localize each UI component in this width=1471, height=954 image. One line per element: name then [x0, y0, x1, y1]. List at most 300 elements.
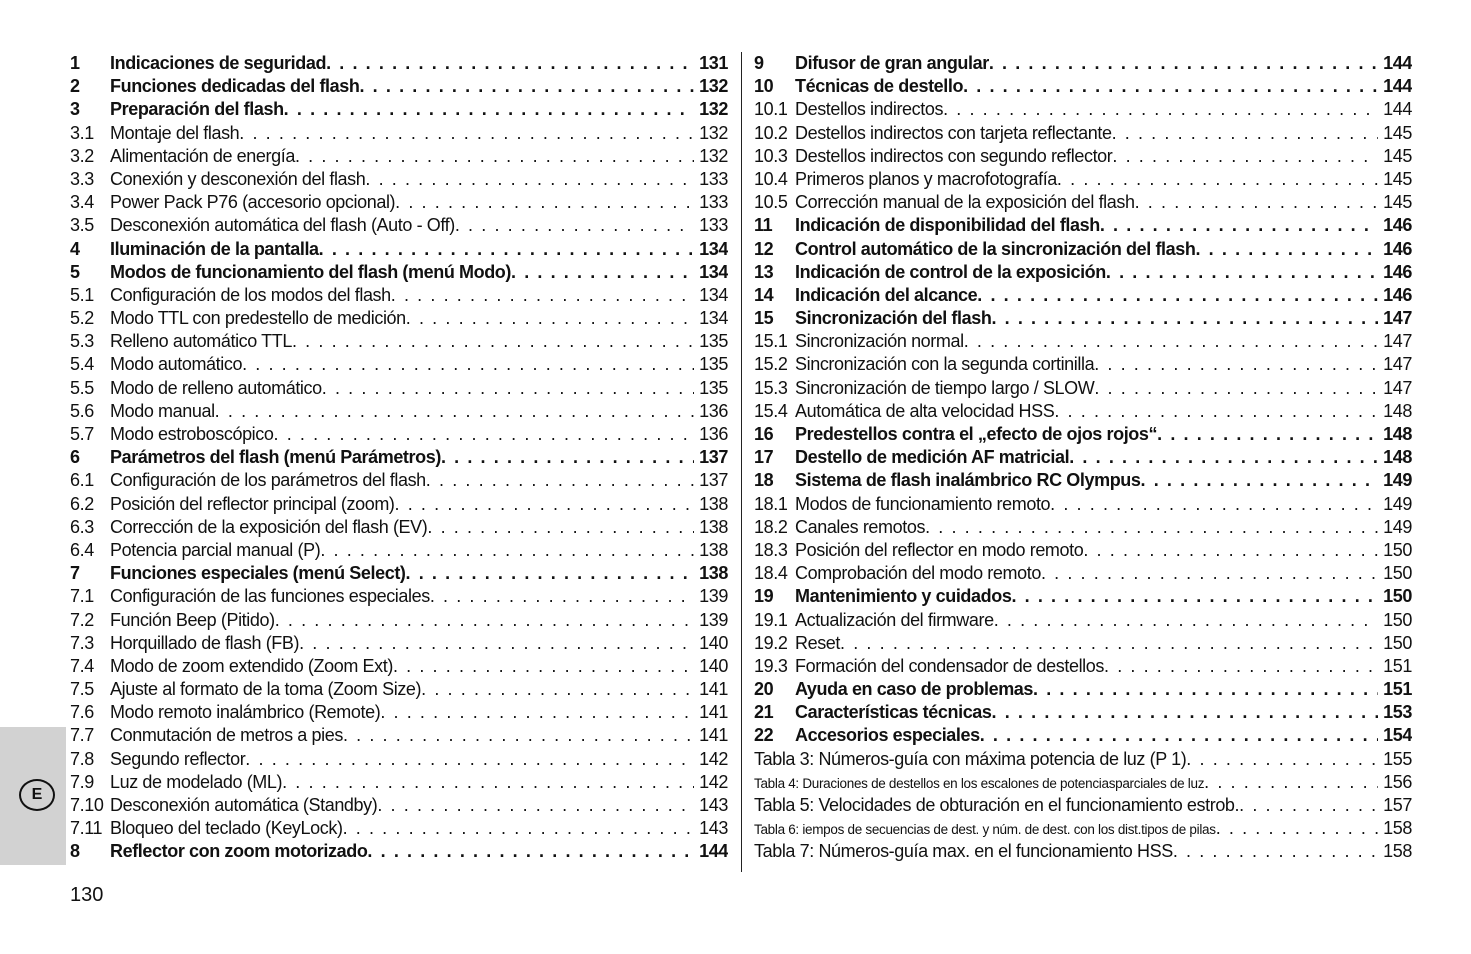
leader-dots: [380, 701, 694, 724]
toc-entry-page: 157: [1383, 795, 1412, 815]
toc-entry: [754, 353, 1412, 376]
toc-entry: [754, 539, 1412, 562]
toc-entry-title: Tabla 6: iempos de secuencias de dest. y núm. de dest. con los dist.tipos de pilas: [754, 822, 1216, 838]
toc-entry-title: Sistema de flash inalámbrico RC Olympus: [795, 470, 1141, 491]
leader-dots: [1054, 400, 1378, 423]
toc-entry: [754, 191, 1412, 214]
toc-entry-number: 7.5: [70, 679, 94, 700]
leader-dots: [421, 678, 694, 701]
toc-entry-title: Destellos indirectos con tarjeta reflectante: [795, 122, 1112, 143]
toc-entry: [754, 377, 1412, 400]
toc-entry-title: Predestellos contra el „efecto de ojos rojos“: [795, 424, 1158, 444]
toc-entry-page: 146: [1383, 284, 1412, 305]
toc-entry-title: Corrección de la exposición del flash (EV): [110, 516, 428, 537]
leader-dots: [1057, 168, 1378, 191]
column-divider: [741, 52, 742, 872]
toc-entry-page: 147: [1383, 354, 1412, 375]
toc-entry-page: 132: [699, 122, 728, 143]
toc-entry-title: Modo TTL con predestello de medición: [110, 308, 406, 329]
toc-entry: [754, 330, 1412, 353]
toc-entry-number: 7.10: [70, 795, 104, 815]
toc-entry-number: 7.1: [70, 586, 94, 607]
toc-entry: [754, 794, 1412, 817]
toc-entry-number: 22: [754, 725, 774, 746]
toc-entry-title: Características técnicas: [795, 702, 992, 723]
toc-entry-title: Relleno automático TTL: [110, 331, 292, 352]
toc-entry-title: Sincronización de tiempo largo / SLOW: [795, 377, 1095, 398]
toc-entry-page: 145: [1383, 122, 1412, 143]
toc-entry: [754, 724, 1412, 747]
toc-entry: [754, 168, 1412, 191]
toc-entry: [70, 98, 728, 121]
toc-entry: [754, 122, 1412, 145]
toc-entry: [754, 516, 1412, 539]
toc-entry-title: Potencia parcial manual (P): [110, 539, 321, 560]
toc-entry-page: 148: [1383, 447, 1412, 468]
toc-entry-page: 151: [1383, 655, 1412, 676]
toc-entry-page: 155: [1383, 748, 1412, 769]
leader-dots: [980, 724, 1378, 747]
toc-entry: [70, 75, 728, 98]
leader-dots: [406, 307, 694, 330]
toc-entry-number: 7.4: [70, 655, 94, 676]
leader-dots: [1106, 261, 1378, 284]
toc-entry-title: Bloqueo del teclado (KeyLock): [110, 818, 343, 839]
toc-entry-title: Modos de funcionamiento del flash (menú Modo): [110, 261, 511, 282]
toc-entry: [754, 400, 1412, 423]
toc-entry-title: Actualización del firmware: [795, 609, 994, 630]
toc-entry-page: 131: [699, 53, 728, 73]
toc-entry-title: Modo de zoom extendido (Zoom Ext): [110, 655, 393, 676]
toc-entry-title: Posición del reflector principal (zoom): [110, 493, 395, 514]
leader-dots: [994, 609, 1378, 632]
toc-entry-page: 135: [699, 331, 728, 352]
toc-entry-number: 15: [754, 308, 774, 329]
toc-entry-title: Ajuste al formato de la toma (Zoom Size): [110, 679, 422, 700]
toc-entry-title: Segundo reflector: [110, 748, 246, 769]
toc-entry-page: 154: [1383, 725, 1412, 746]
toc-entry: [754, 678, 1412, 701]
toc-entry: [70, 238, 728, 261]
toc-entry-number: 18.2: [754, 516, 788, 537]
toc-entry-title: Desconexión automática del flash (Auto - Off): [110, 215, 455, 236]
toc-entry: [70, 284, 728, 307]
toc-entry-title: Sincronización normal: [795, 331, 964, 352]
toc-entry-number: 7.9: [70, 771, 94, 792]
toc-entry: [754, 840, 1412, 863]
toc-entry-page: 138: [699, 493, 728, 514]
toc-entry-title: Iluminación de la pantalla: [110, 238, 319, 259]
toc-entry: [754, 632, 1412, 655]
toc-entry-number: 3.1: [70, 122, 94, 143]
toc-entry-title: Modos de funcionamiento remoto: [795, 493, 1051, 514]
toc-entry-number: 19.3: [754, 655, 788, 676]
toc-entry-title: Funciones dedicadas del flash: [110, 76, 360, 97]
toc-entry-page: 145: [1383, 168, 1412, 189]
toc-entry-title: Indicación del alcance: [795, 284, 978, 305]
toc-entry-title: Comprobación del modo remoto: [795, 563, 1041, 584]
toc-entry-page: 134: [699, 261, 728, 282]
leader-dots: [1011, 585, 1378, 608]
toc-entry-number: 15.3: [754, 377, 788, 398]
leader-dots: [1173, 840, 1378, 863]
toc-entry: [70, 655, 728, 678]
toc-entry: [754, 145, 1412, 168]
toc-entry-number: 10.1: [754, 99, 788, 120]
toc-entry-number: 18.3: [754, 539, 788, 560]
toc-entry-page: 132: [699, 145, 728, 166]
toc-entry-number: 12: [754, 238, 774, 259]
toc-entry-title: Tabla 3: Números-guía con máxima potencia de luz (P 1): [754, 748, 1187, 769]
toc-entry-title: Control automático de la sincronización del flash: [795, 238, 1196, 259]
toc-entry-page: 132: [699, 99, 728, 120]
leader-dots: [320, 539, 694, 562]
toc-entry-page: 144: [1383, 99, 1412, 120]
toc-entry-page: 150: [1383, 586, 1412, 607]
leader-dots: [1100, 214, 1378, 237]
toc-entry: [70, 122, 728, 145]
leader-dots: [1157, 423, 1378, 446]
toc-entry: [70, 701, 728, 724]
toc-entry-number: 10.4: [754, 168, 788, 189]
leader-dots: [989, 52, 1378, 75]
toc-entry-title: Posición del reflector en modo remoto: [795, 539, 1084, 560]
toc-entry-number: 3.4: [70, 192, 94, 213]
toc-entry-title: Técnicas de destello: [795, 76, 964, 97]
toc-entry-title: Horquillado de flash (FB): [110, 632, 300, 653]
toc-entry: [754, 701, 1412, 724]
toc-entry: [70, 353, 728, 376]
toc-entry-number: 4: [70, 238, 80, 259]
leader-dots: [406, 562, 694, 585]
leader-dots: [299, 632, 694, 655]
toc-entry: [70, 562, 728, 585]
toc-entry: [754, 446, 1412, 469]
toc-entry-page: 141: [699, 702, 728, 723]
toc-entry-number: 19: [754, 586, 774, 607]
toc-entry-page: 150: [1383, 632, 1412, 653]
toc-entry-title: Reset: [795, 632, 841, 653]
toc-entry-title: Modo automático: [110, 354, 243, 375]
toc-entry: [70, 678, 728, 701]
toc-entry-title: Conexión y desconexión del flash: [110, 168, 366, 189]
leader-dots: [1112, 122, 1378, 145]
toc-entry-title: Parámetros del flash (menú Parámetros): [110, 447, 441, 468]
toc-entry: [70, 191, 728, 214]
toc-entry: [754, 307, 1412, 330]
toc-entry-page: 133: [699, 168, 728, 189]
toc-entry-number: 5: [70, 261, 80, 282]
toc-entry-number: 18.1: [754, 493, 788, 514]
leader-dots: [391, 284, 694, 307]
leader-dots: [215, 400, 694, 423]
toc-entry-number: 2: [70, 76, 80, 97]
toc-entry-page: 142: [699, 771, 728, 792]
toc-entry-page: 153: [1383, 702, 1412, 723]
leader-dots: [1141, 469, 1378, 492]
toc-entry-page: 144: [1383, 53, 1412, 73]
toc-entry-title: Configuración de los modos del flash: [110, 284, 391, 305]
toc-entry: [70, 446, 728, 469]
toc-entry-number: 15.2: [754, 354, 788, 375]
toc-entry-title: Luz de modelado (ML): [110, 771, 283, 792]
toc-entry-title: Conmutación de metros a pies: [110, 725, 343, 746]
toc-entry-title: Indicación de control de la exposición: [795, 261, 1106, 282]
toc-entry-page: 141: [699, 725, 728, 746]
toc-entry-title: Primeros planos y macrofotografía: [795, 168, 1057, 189]
toc-entry: [754, 493, 1412, 516]
leader-dots: [1216, 817, 1378, 840]
leader-dots: [1204, 771, 1378, 794]
toc-entry-title: Modo de relleno automático: [110, 377, 322, 398]
leader-dots: [292, 330, 694, 353]
toc-entry-page: 149: [1383, 516, 1412, 537]
toc-entry-number: 18: [754, 470, 774, 491]
leader-dots: [1069, 446, 1378, 469]
leader-dots: [365, 168, 694, 191]
toc-entry-number: 18.4: [754, 563, 788, 584]
toc-entry-page: 136: [699, 424, 728, 444]
leader-dots: [319, 238, 694, 261]
toc-entry: [70, 469, 728, 492]
toc-entry-page: 137: [699, 447, 728, 468]
toc-entry-page: 149: [1383, 493, 1412, 514]
toc-entry: [754, 609, 1412, 632]
leader-dots: [992, 701, 1378, 724]
toc-entry-number: 7.2: [70, 609, 94, 630]
toc-entry-number: 6.2: [70, 493, 94, 514]
leader-dots: [840, 632, 1378, 655]
toc-entry-number: 6.3: [70, 516, 94, 537]
toc-entry-title: Montaje del flash: [110, 122, 240, 143]
toc-entry: [70, 214, 728, 237]
leader-dots: [322, 377, 694, 400]
toc-entry-page: 150: [1383, 563, 1412, 584]
toc-entry-number: 5.6: [70, 400, 94, 421]
toc-entry-title: Desconexión automática (Standby): [110, 795, 378, 815]
toc-entry-page: 139: [699, 609, 728, 630]
toc-entry-number: 16: [754, 424, 774, 444]
toc-entry: [70, 168, 728, 191]
toc-entry-page: 136: [699, 400, 728, 421]
toc-entry-number: 14: [754, 284, 774, 305]
toc-entry-number: 11: [754, 215, 773, 236]
leader-dots: [326, 52, 694, 75]
toc-entry: [70, 771, 728, 794]
toc-entry: [754, 423, 1412, 446]
toc-entry-title: Power Pack P76 (accesorio opcional): [110, 192, 396, 213]
toc-entry: [70, 261, 728, 284]
toc-entry-page: 150: [1383, 539, 1412, 560]
toc-entry-page: 137: [699, 470, 728, 491]
toc-entry-title: Configuración de los parámetros del flash: [110, 470, 426, 491]
leader-dots: [274, 423, 695, 446]
toc-entry: [70, 724, 728, 747]
toc-entry-page: 140: [699, 632, 728, 653]
toc-entry-page: 145: [1383, 145, 1412, 166]
toc-entry-title: Destellos indirectos: [795, 99, 944, 120]
toc-entry-page: 138: [699, 539, 728, 560]
toc-entry: [70, 817, 728, 840]
leader-dots: [977, 284, 1378, 307]
toc-entry-title: Tabla 5: Velocidades de obturación en el funcionamiento estrob.: [754, 795, 1240, 815]
leader-dots: [1050, 493, 1378, 516]
toc-entry: [70, 493, 728, 516]
toc-entry-page: 139: [699, 586, 728, 607]
toc-entry-page: 138: [699, 516, 728, 537]
toc-entry: [70, 632, 728, 655]
toc-entry-title: Función Beep (Pitido): [110, 609, 275, 630]
toc-entry-page: 146: [1383, 215, 1412, 236]
leader-dots: [1195, 238, 1378, 261]
toc-entry-page: 147: [1383, 308, 1412, 329]
toc-entry: [70, 423, 728, 446]
toc-entry-number: 10.5: [754, 192, 788, 213]
toc-entry: [70, 52, 728, 75]
leader-dots: [377, 794, 694, 817]
toc-entry-page: 148: [1383, 424, 1412, 444]
leader-dots: [359, 75, 694, 98]
toc-entry-page: 138: [699, 563, 728, 584]
leader-dots: [991, 307, 1378, 330]
toc-entry-page: 133: [699, 215, 728, 236]
toc-entry-number: 13: [754, 261, 774, 282]
toc-entry-number: 5.2: [70, 308, 94, 329]
leader-dots: [1041, 562, 1378, 585]
leader-dots: [1135, 191, 1378, 214]
toc-entry-number: 3.5: [70, 215, 94, 236]
toc-entry-number: 10.2: [754, 122, 788, 143]
toc-entry-page: 134: [699, 308, 728, 329]
leader-dots: [1094, 353, 1378, 376]
toc-entry: [70, 400, 728, 423]
leader-dots: [343, 724, 694, 747]
toc-entry-title: Destello de medición AF matricial: [795, 447, 1070, 468]
toc-entry-title: Reflector con zoom motorizado: [110, 841, 368, 862]
toc-entry: [754, 771, 1412, 794]
leader-dots: [242, 353, 694, 376]
leader-dots: [430, 585, 694, 608]
toc-entry-page: 143: [699, 818, 728, 839]
toc-entry-number: 5.7: [70, 424, 94, 444]
toc-entry: [754, 817, 1412, 840]
leader-dots: [441, 446, 694, 469]
toc-entry: [70, 840, 728, 863]
toc-entry: [70, 330, 728, 353]
toc-entry-number: 20: [754, 679, 774, 700]
toc-entry-title: Corrección manual de la exposición del flash: [795, 192, 1135, 213]
toc-entry-page: 144: [1383, 76, 1412, 97]
toc-entry-page: 143: [699, 795, 728, 815]
leader-dots: [367, 840, 694, 863]
leader-dots: [284, 98, 694, 121]
toc-entry: [754, 748, 1412, 771]
toc-entry-title: Alimentación de energía: [110, 145, 295, 166]
toc-entry-page: 148: [1383, 400, 1412, 421]
toc-entry: [70, 307, 728, 330]
toc-entry: [754, 238, 1412, 261]
toc-entry-title: Canales remotos: [795, 516, 926, 537]
leader-dots: [925, 516, 1378, 539]
leader-dots: [275, 609, 694, 632]
toc-entry-number: 3.3: [70, 168, 94, 189]
toc-entry-title: Sincronización con la segunda cortinilla: [795, 354, 1095, 375]
page-number: 130: [70, 884, 104, 906]
toc-entry: [754, 284, 1412, 307]
toc-left-column: [70, 52, 728, 864]
toc-entry-number: 6.1: [70, 470, 94, 491]
toc-entry-number: 15.4: [754, 400, 788, 421]
toc-entry: [754, 75, 1412, 98]
toc-entry-number: 1: [70, 53, 80, 73]
leader-dots: [393, 655, 694, 678]
toc-entry: [70, 585, 728, 608]
toc-entry-number: 5.5: [70, 377, 94, 398]
leader-dots: [963, 75, 1378, 98]
toc-entry-page: 132: [699, 76, 728, 97]
toc-entry-title: Modo manual: [110, 400, 215, 421]
toc-entry-number: 19.1: [754, 609, 788, 630]
toc-entry-title: Modo estroboscópico: [110, 424, 274, 444]
toc-entry: [754, 655, 1412, 678]
toc-entry: [754, 562, 1412, 585]
toc-entry-page: 145: [1383, 192, 1412, 213]
toc-entry-number: 3: [70, 99, 80, 120]
toc-entry-title: Formación del condensador de destellos: [795, 655, 1104, 676]
leader-dots: [282, 771, 694, 794]
toc-entry-title: Destellos indirectos con segundo reflector: [795, 145, 1113, 166]
toc-entry-number: 7.6: [70, 702, 94, 723]
leader-dots: [245, 748, 694, 771]
toc-entry-number: 10.3: [754, 145, 788, 166]
leader-dots: [1239, 794, 1378, 817]
toc-entry-title: Funciones especiales (menú Select): [110, 563, 406, 584]
leader-dots: [239, 122, 694, 145]
toc-entry: [70, 794, 728, 817]
toc-entry-page: 133: [699, 192, 728, 213]
toc-entry-title: Automática de alta velocidad HSS: [795, 400, 1055, 421]
toc-entry-number: 19.2: [754, 632, 788, 653]
toc-entry: [754, 585, 1412, 608]
toc-entry-page: 150: [1383, 609, 1412, 630]
toc-entry-page: 158: [1383, 841, 1412, 862]
leader-dots: [395, 493, 694, 516]
toc-entry: [754, 261, 1412, 284]
leader-dots: [427, 516, 694, 539]
toc-entry-number: 7.7: [70, 725, 94, 746]
toc-entry-number: 7.3: [70, 632, 94, 653]
toc-entry-title: Configuración de las funciones especiales: [110, 586, 430, 607]
toc-entry: [70, 609, 728, 632]
toc-entry-page: 135: [699, 377, 728, 398]
toc-entry-page: 158: [1383, 818, 1412, 839]
toc-entry: [70, 145, 728, 168]
leader-dots: [511, 261, 694, 284]
toc-entry-number: 15.1: [754, 331, 788, 352]
toc-entry-number: 5.4: [70, 354, 94, 375]
leader-dots: [395, 191, 694, 214]
toc-entry-number: 6: [70, 447, 80, 468]
toc-entry-title: Indicaciones de seguridad: [110, 53, 327, 73]
toc-entry-number: 10: [754, 76, 774, 97]
toc-entry-page: 142: [699, 748, 728, 769]
toc-entry-page: 146: [1383, 261, 1412, 282]
toc-entry: [70, 377, 728, 400]
toc-entry-title: Indicación de disponibilidad del flash: [795, 215, 1100, 236]
leader-dots: [1094, 377, 1378, 400]
toc-entry-title: Tabla 7: Números-guía max. en el funcionamiento HSS: [754, 841, 1173, 862]
toc-entry-number: 21: [754, 702, 774, 723]
